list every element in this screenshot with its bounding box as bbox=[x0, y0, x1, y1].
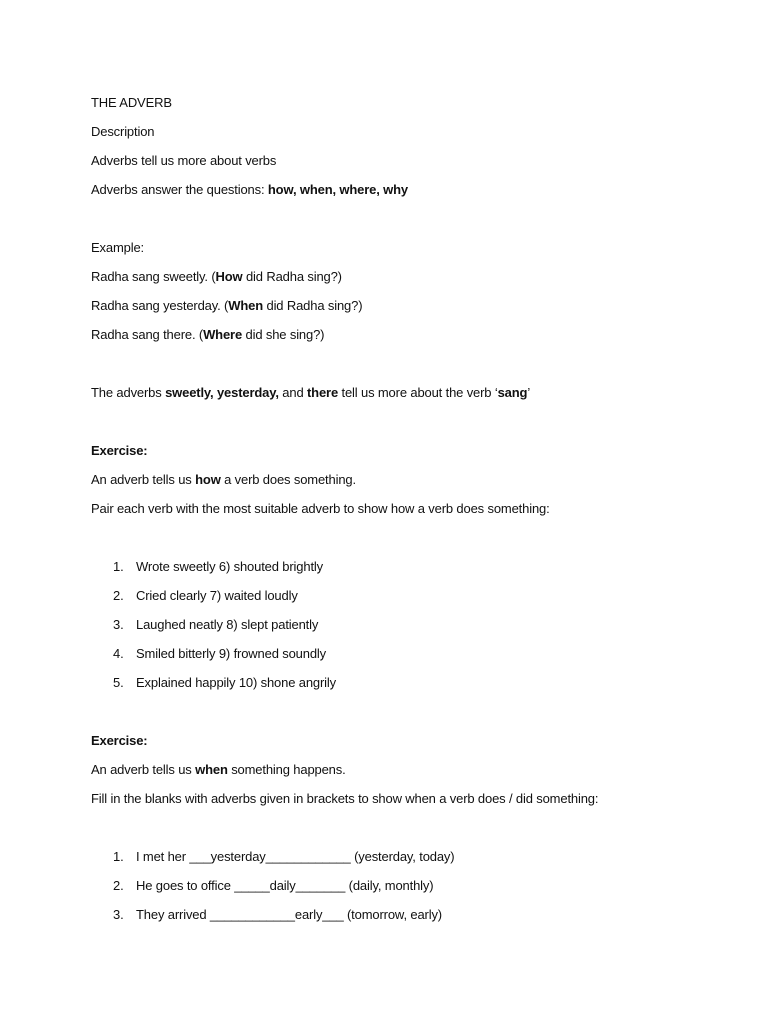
list-number: 2. bbox=[113, 588, 124, 603]
summary-line bbox=[91, 383, 731, 402]
summary-text: ’ bbox=[527, 385, 531, 400]
list-number: 2. bbox=[113, 878, 124, 893]
list-number: 3. bbox=[113, 907, 124, 922]
list-number: 1. bbox=[113, 559, 124, 574]
summary-text: and bbox=[278, 385, 307, 400]
list-number: 3. bbox=[113, 617, 124, 632]
exercise-2-list bbox=[91, 847, 731, 924]
list-text: I met her ___yesterday____________ (yesterday, today) bbox=[136, 849, 455, 864]
intro-questions-line bbox=[91, 180, 731, 199]
intro-questions-text: Adverbs answer the questions: bbox=[91, 182, 268, 197]
list-text: Smiled bitterly 9) frowned soundly bbox=[136, 646, 326, 661]
example-keyword: Where bbox=[203, 327, 243, 342]
exercise-2-instruction bbox=[91, 760, 731, 779]
instruction-text: a verb does something. bbox=[220, 472, 356, 487]
summary-text: The adverbs bbox=[91, 385, 166, 400]
example-text: did Radha sing?) bbox=[263, 298, 363, 313]
summary-bold: sang bbox=[497, 385, 528, 400]
example-line-when bbox=[91, 296, 731, 315]
list-item bbox=[91, 876, 731, 895]
list-number: 4. bbox=[113, 646, 124, 661]
example-keyword: How bbox=[215, 269, 243, 284]
instruction-text: something happens. bbox=[227, 762, 346, 777]
exercise-heading-text: Exercise: bbox=[91, 733, 148, 748]
exercise-1-list bbox=[91, 557, 731, 692]
exercise-2-heading bbox=[91, 731, 731, 750]
summary-bold: sweetly, yesterday, bbox=[165, 385, 279, 400]
list-text: Cried clearly 7) waited loudly bbox=[136, 588, 298, 603]
list-text: Laughed neatly 8) slept patiently bbox=[136, 617, 319, 632]
exercise-1-heading bbox=[91, 441, 731, 460]
description-heading: Description bbox=[91, 124, 155, 139]
spacer bbox=[91, 702, 731, 721]
example-heading: Example: bbox=[91, 240, 144, 255]
spacer bbox=[91, 354, 731, 373]
exercise-1-instruction bbox=[91, 470, 731, 489]
summary-bold: there bbox=[307, 385, 339, 400]
instruction-keyword: when bbox=[195, 762, 228, 777]
list-item bbox=[91, 673, 731, 692]
list-text: They arrived ____________early___ (tomorrow, early) bbox=[136, 907, 442, 922]
list-item bbox=[91, 905, 731, 924]
summary-text: tell us more about the verb ‘ bbox=[338, 385, 498, 400]
spacer bbox=[91, 528, 731, 547]
example-line-where bbox=[91, 325, 731, 344]
list-text: Wrote sweetly 6) shouted brightly bbox=[136, 559, 324, 574]
instruction-text: An adverb tells us bbox=[91, 762, 196, 777]
list-item bbox=[91, 644, 731, 663]
exercise-heading-text: Exercise: bbox=[91, 443, 148, 458]
example-line-how bbox=[91, 267, 731, 286]
exercise-2-task: Fill in the blanks with adverbs given in brackets to show when a verb does / did something: bbox=[91, 791, 599, 806]
list-item bbox=[91, 557, 731, 576]
example-text: Radha sang sweetly. ( bbox=[91, 269, 216, 284]
document-body bbox=[91, 93, 731, 934]
list-text: Explained happily 10) shone angrily bbox=[136, 675, 336, 690]
intro-line: Adverbs tell us more about verbs bbox=[91, 153, 277, 168]
example-keyword: When bbox=[228, 298, 264, 313]
document-title: THE ADVERB bbox=[91, 95, 172, 110]
spacer bbox=[91, 209, 731, 228]
spacer bbox=[91, 818, 731, 837]
list-text: He goes to office _____daily_______ (daily, monthly) bbox=[136, 878, 434, 893]
intro-questions-bold: how, when, where, why bbox=[267, 182, 409, 197]
list-number: 1. bbox=[113, 849, 124, 864]
example-text: did she sing?) bbox=[242, 327, 325, 342]
list-item bbox=[91, 615, 731, 634]
list-item bbox=[91, 586, 731, 605]
example-text: Radha sang yesterday. ( bbox=[91, 298, 229, 313]
example-text: Radha sang there. ( bbox=[91, 327, 204, 342]
instruction-text: An adverb tells us bbox=[91, 472, 196, 487]
list-number: 5. bbox=[113, 675, 124, 690]
spacer bbox=[91, 412, 731, 431]
exercise-1-task: Pair each verb with the most suitable adverb to show how a verb does something: bbox=[91, 501, 550, 516]
instruction-keyword: how bbox=[195, 472, 221, 487]
list-item bbox=[91, 847, 731, 866]
example-text: did Radha sing?) bbox=[242, 269, 342, 284]
